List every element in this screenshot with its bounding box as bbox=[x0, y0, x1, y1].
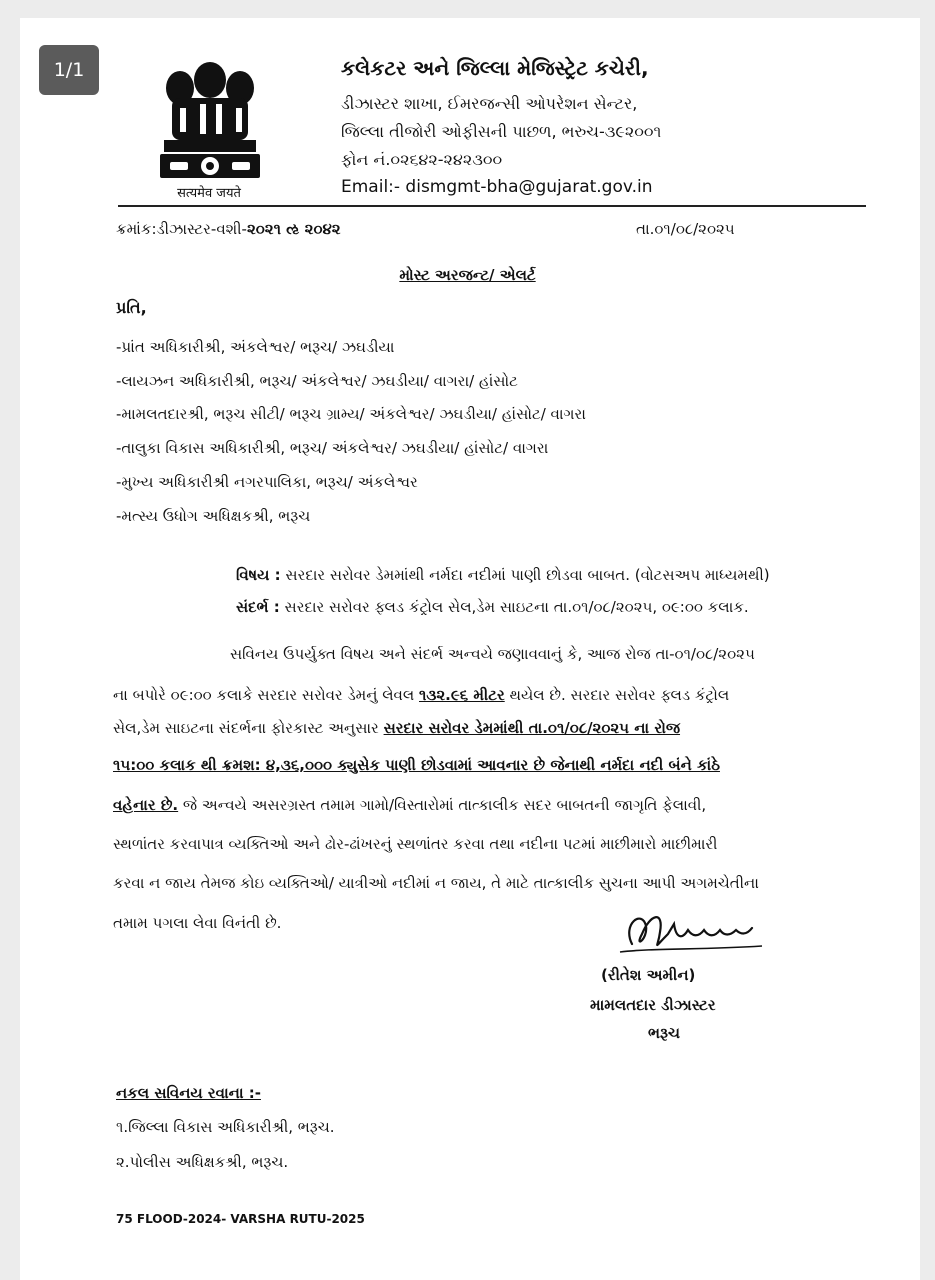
reference-prefix: ક્રમાંક:ડીઝાસ્ટર-વશી- bbox=[116, 220, 247, 238]
signature-mark bbox=[612, 904, 772, 960]
addressee-line: -પ્રાંત અધિકારીશ્રી, અંકલેશ્વર/ ભરૂચ/ ઝઘડીયા bbox=[116, 338, 395, 356]
reference-text: સરદાર સરોવર ફ્લડ કંટ્રોલ સેલ,ડેમ સાઇટના તા.૦૧/૦૮/૨૦૨૫, ૦૯:૦૦ કલાક. bbox=[284, 598, 749, 616]
signatory-place: ભરૂચ bbox=[648, 1024, 680, 1042]
office-address: જિલ્લા તીજોરી ઓફીસની પાછળ, ભરુચ-૩૯૨૦૦૧ bbox=[341, 122, 662, 141]
office-phone: ફોન નં.૦૨૬૪૨-૨૪૨૩૦૦ bbox=[341, 150, 503, 169]
body-line: તમામ પગલા લેવા વિનંતી છે. bbox=[113, 914, 282, 932]
release-highlight: સરદાર સરોવર ડેમમાંથી તા.૦૧/૦૮/૨૦૨૫ ના રોજ bbox=[383, 719, 681, 737]
body-line bbox=[113, 796, 706, 814]
office-email: Email:- dismgmt-bha@gujarat.gov.in bbox=[341, 177, 653, 197]
subject-label: વિષય : bbox=[236, 566, 281, 584]
body-line: સ્થળાંતર કરવાપાત્ર વ્યક્તિઓ અને ઢોર-ઢાંખરનું સ્થળાંતર કરવા તથા નદીના પટમાં માછીમારો માછીમારી bbox=[113, 835, 718, 853]
copy-to-heading: નકલ સવિનય રવાના :- bbox=[116, 1084, 261, 1102]
body-line: કરવા ન જાય તેમજ કોઇ વ્યક્તિઓ/ યાત્રીઓ નદીમાં ન જાય, તે માટે તાત્કાલીક સુચના આપી અગમચેતીના bbox=[113, 874, 759, 892]
addressee-line: -મત્સ્ય ઉધોગ અધિક્ષકશ્રી, ભરૂચ bbox=[116, 507, 311, 525]
addressee-line: -મામલતદારશ્રી, ભરૂચ સીટી/ ભરૂચ ગ્રામ્ય/ અંકલેશ્વર/ ઝઘડીયા/ હાંસોટ/ વાગરા bbox=[116, 405, 586, 423]
header-divider bbox=[118, 205, 866, 207]
release-highlight: ૧૫:૦૦ કલાક થી ક્રમશ: ૪,૩૬,૦૦૦ ક્યુસેક પાણી છોડવામાં આવનાર છે જેનાથી નર્મદા નદી બંને કાંઠે bbox=[113, 756, 720, 774]
signatory-name: (રીતેશ અમીન) bbox=[601, 966, 696, 984]
addressee-line: -તાલુકા વિકાસ અધિકારીશ્રી, ભરૂચ/ અંકલેશ્વર/ ઝઘડીયા/ હાંસોટ/ વાગરા bbox=[116, 439, 549, 457]
copy-to-item: ૧.જિલ્લા વિકાસ અધિકારીશ્રી, ભરૂચ. bbox=[116, 1118, 335, 1136]
body-line bbox=[113, 686, 729, 704]
body-text: થયેલ છે. સરદાર સરોવર ફ્લડ કંટ્રોલ bbox=[504, 686, 730, 704]
branch-name: ડીઝાસ્ટર શાખા, ઈમરજન્સી ઓપરેશન સેન્ટર, bbox=[341, 94, 638, 113]
body-line bbox=[113, 719, 680, 737]
reference-code: ૨૦૨૧ ઌ ૨૦૪૨ bbox=[246, 220, 341, 238]
subject-line bbox=[236, 566, 770, 584]
subject-text: સરદાર સરોવર ડેમમાંથી નર્મદા નદીમાં પાણી છોડવા બાબત. (વોટસઅપ માધ્યમથી) bbox=[285, 566, 770, 584]
letter-date: તા.૦૧/૦૮/૨૦૨૫ bbox=[636, 220, 735, 238]
reference-number bbox=[116, 220, 341, 238]
dam-level: ૧૩૨.૯૬ મીટર bbox=[419, 686, 505, 704]
page-counter: 1/1 bbox=[39, 45, 99, 95]
body-line bbox=[113, 756, 720, 774]
emblem-motto: सत्यमेव जयते bbox=[177, 186, 241, 201]
body-text: સેલ,ડેમ સાઇટના સંદર્ભના ફોરકાસ્ટ અનુસાર bbox=[113, 719, 384, 737]
addressee-line: -લાયઝન અધિકારીશ્રી, ભરૂચ/ અંકલેશ્વર/ ઝઘડીયા/ વાગરા/ હાંસોટ bbox=[116, 372, 518, 390]
reference-line bbox=[236, 598, 749, 616]
body-text: જે અન્વયે અસરગ્રસ્ત તમામ ગામો/વિસ્તારોમાં તાત્કાલીક સદર બાબતની જાગૃતિ ફેલાવી, bbox=[178, 796, 707, 814]
addressee-line: -મુખ્ય અધિકારીશ્રી નગરપાલિકા, ભરૂચ/ અંકલેશ્વર bbox=[116, 473, 418, 491]
reference-label: સંદર્ભ : bbox=[236, 598, 280, 616]
body-text: ના બપોરે ૦૯:૦૦ કલાકે સરદાર સરોવર ડેમનું લેવલ bbox=[113, 686, 419, 704]
copy-to-item: ૨.પોલીસ અધિક્ષકશ્રી, ભરૂચ. bbox=[116, 1153, 289, 1171]
body-line: સવિનય ઉપર્યુક્ત વિષય અને સંદર્ભ અન્વયે જણાવવાનું કે, આજ રોજ તા-૦૧/૦૮/૨૦૨૫ bbox=[230, 645, 755, 663]
office-name: કલેકટર અને જિલ્લા મેજિસ્ટ્રેટ કચેરી, bbox=[341, 56, 649, 80]
recipients-heading: પ્રતિ, bbox=[116, 298, 147, 317]
release-highlight: વહેનાર છે. bbox=[113, 796, 179, 814]
signatory-designation: મામલતદાર ડીઝાસ્ટર bbox=[590, 996, 716, 1014]
letter-title: મોસ્ટ અરજન્ટ/ એલર્ટ bbox=[399, 266, 536, 284]
file-reference-footer: 75 FLOOD-2024- VARSHA RUTU-2025 bbox=[116, 1212, 365, 1226]
